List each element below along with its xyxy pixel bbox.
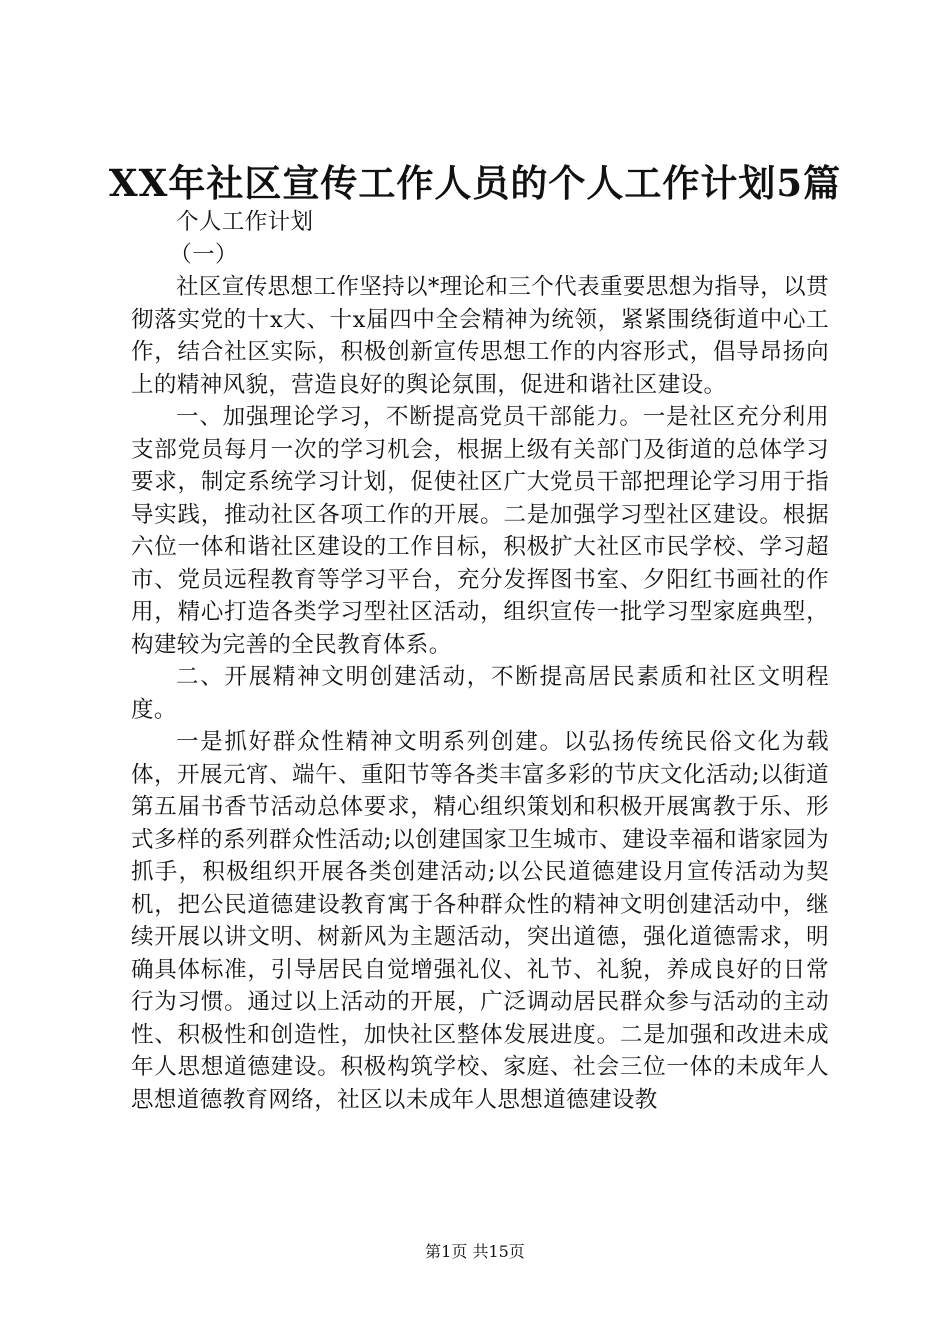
document-body [131,206,829,1116]
document-title: XX年社区宣传工作人员的个人工作计划5篇 [108,161,842,205]
paragraph-civilization-detail: 一是抓好群众性精神文明系列创建。以弘扬传统民俗文化为载体，开展元宵、端午、重阳节等各类丰富多彩的节庆文化活动;以街道第五届书香节活动总体要求，精心组织策划和积极开展寓教于乐、形式多样的系列群众性活动;以创建国家卫生城市、建设幸福和谐家园为抓手，积极组织开展各类创建活动;以公民道德建设月宣传活动为契机，把公民道德建设教育寓于各种群众性的精神文明创建活动中，继续开展以讲文明、树新风为主题活动，突出道德，强化道德需求，明确具体标准，引导居民自觉增强礼仪、礼节、礼貌，养成良好的日常行为习惯。通过以上活动的开展，广泛调动居民群众参与活动的主动性、积极性和创造性，加快社区整体发展进度。二是加强和改进未成年人思想道德建设。积极构筑学校、家庭、社会三位一体的未成年人思想道德教育网络，社区以未成年人思想道德建设教 [131,729,829,1113]
paragraph-theory-study: 一、加强理论学习，不断提高党员干部能力。一是社区充分利用支部党员每月一次的学习机会，根据上级有关部门及街道的总体学习要求，制定系统学习计划，促使社区广大党员干部把理论学习用于指导实践，推动社区各项工作的开展。二是加强学习型社区建设。根据六位一体和谐社区建设的工作目标，积极扩大社区市民学校、学习超市、党员远程教育等学习平台，充分发挥图书室、夕阳红书画社的作用，精心打造各类学习型社区活动，组织宣传一批学习型家庭典型，构建较为完善的全民教育体系。 [131,404,829,658]
page-footer: 第1页 共15页 [425,1242,525,1261]
section-number: （一） [169,241,238,268]
paragraph-intro: 社区宣传思想工作坚持以*理论和三个代表重要思想为指导，以贯彻落实党的十x大、十x届四中全会精神为统领，紧紧围绕街道中心工作，结合社区实际，积极创新宣传思想工作的内容形式，倡导昂扬向上的精神风貌，营造良好的舆论氛围，促进和谐社区建设。 [131,274,829,398]
paragraph-civilization-heading: 二、开展精神文明创建活动，不断提高居民素质和社区文明程度。 [131,664,829,723]
subtitle: 个人工作计划 [176,209,314,235]
